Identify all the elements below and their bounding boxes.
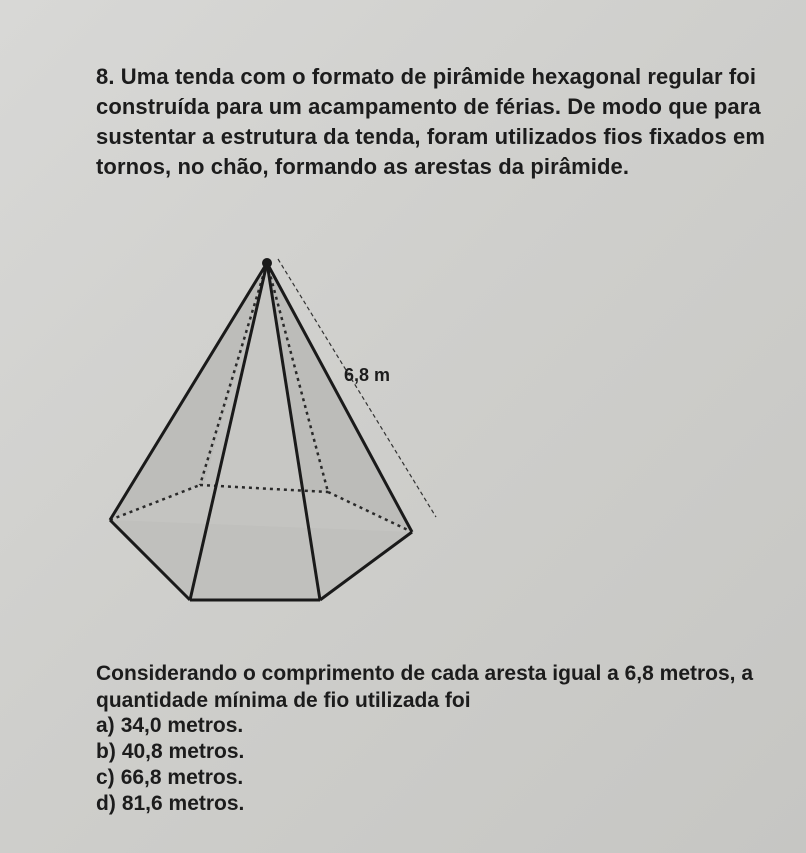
statement-block bbox=[96, 660, 786, 714]
option-a[interactable] bbox=[96, 713, 496, 739]
pyramid-figure bbox=[90, 245, 450, 615]
hexagonal-pyramid-drawing bbox=[90, 245, 450, 615]
option-text: 40,8 metros. bbox=[121, 740, 245, 763]
option-letter: a) bbox=[96, 714, 115, 737]
option-d[interactable] bbox=[96, 791, 496, 817]
option-letter: b) bbox=[96, 740, 116, 763]
edge-length-label: 6,8 m bbox=[344, 365, 391, 385]
pyramid-base-front bbox=[110, 520, 412, 600]
question-body: Uma tenda com o formato de pirâmide hexagonal regular foi construída para um acampamento de férias. De modo que para sustentar a estrutura da tenda, foram utilizados fios fixados em tornos, no chão, formando as arestas da pirâmide. bbox=[96, 64, 765, 179]
question-number: 8. bbox=[96, 64, 115, 89]
option-letter: d) bbox=[96, 792, 116, 815]
option-letter: c) bbox=[96, 766, 115, 789]
option-text: 81,6 metros. bbox=[121, 792, 245, 815]
question-text bbox=[96, 62, 786, 182]
option-b[interactable] bbox=[96, 739, 496, 765]
option-text: 66,8 metros. bbox=[120, 766, 244, 789]
answer-options bbox=[96, 713, 496, 817]
apex-point bbox=[262, 258, 272, 268]
option-text: 34,0 metros. bbox=[120, 714, 244, 737]
question-block bbox=[96, 62, 786, 182]
statement-text: Considerando o comprimento de cada aresta igual a 6,8 metros, a quantidade mínima de fio utilizada foi bbox=[96, 662, 754, 712]
option-c[interactable] bbox=[96, 765, 496, 791]
